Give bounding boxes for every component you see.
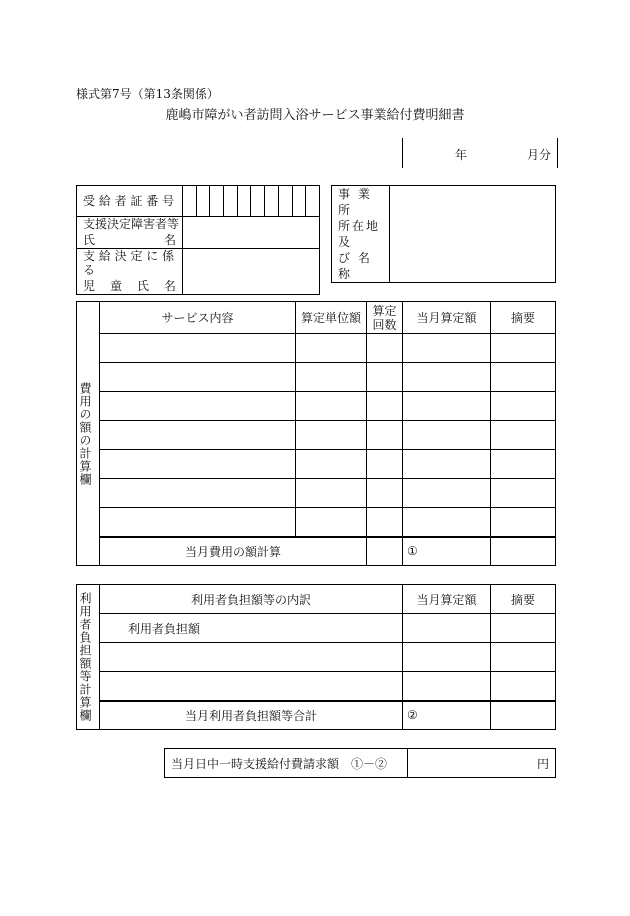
total-marker-1: ① <box>407 544 418 559</box>
month-label: 月分 <box>527 148 552 162</box>
cost-calculation-table <box>76 301 556 566</box>
count-cell[interactable] <box>367 450 403 479</box>
count-cell[interactable] <box>367 392 403 421</box>
document-title: 鹿嶋市障がい者訪問入浴サービス事業給付費明細書 <box>165 108 465 123</box>
cost-row <box>77 479 556 508</box>
user-monthly-cell[interactable] <box>403 643 491 672</box>
user-total-value[interactable] <box>403 701 491 730</box>
recipient-number-label: 受 給 者 証 番 号 <box>77 186 183 217</box>
recipient-number-digit[interactable] <box>306 186 320 217</box>
user-row <box>77 643 556 672</box>
recipient-number-digit[interactable] <box>224 186 238 217</box>
business-table <box>331 185 556 283</box>
cost-row <box>77 334 556 363</box>
count-cell[interactable] <box>367 508 403 537</box>
cost-row <box>77 363 556 392</box>
disabled-person-name-label: 支援決定障害者等 氏 名 <box>77 217 183 249</box>
unit-cell[interactable] <box>296 479 367 508</box>
user-total-notes[interactable] <box>491 701 556 730</box>
recipient-number-digit[interactable] <box>278 186 292 217</box>
header-user-monthly: 当月算定額 <box>403 585 491 614</box>
cost-row <box>77 421 556 450</box>
service-cell[interactable] <box>100 363 296 392</box>
business-label: 事 業 所 所在地及 び 名 称 <box>332 186 390 283</box>
user-total-label: 当月利用者負担額等合計 <box>100 701 403 730</box>
monthly-cell[interactable] <box>403 450 491 479</box>
cost-total-notes[interactable] <box>491 537 556 566</box>
breakdown-cell[interactable] <box>100 643 403 672</box>
yen-unit: 円 <box>536 756 549 771</box>
recipient-number-digit[interactable] <box>237 186 251 217</box>
user-burden-table <box>76 584 556 730</box>
cost-total-count <box>367 537 403 566</box>
monthly-cell[interactable] <box>403 508 491 537</box>
recipient-number-digit[interactable] <box>251 186 265 217</box>
service-cell[interactable] <box>100 508 296 537</box>
monthly-cell[interactable] <box>403 421 491 450</box>
user-row <box>77 614 556 643</box>
unit-cell[interactable] <box>296 334 367 363</box>
notes-cell[interactable] <box>491 334 556 363</box>
user-burden-label: 利用者負担額 <box>100 614 403 643</box>
count-cell[interactable] <box>367 421 403 450</box>
notes-cell[interactable] <box>491 363 556 392</box>
cost-total-label: 当月費用の額計算 <box>100 537 367 566</box>
year-label: 年 <box>455 148 468 162</box>
header-notes: 摘要 <box>491 302 556 334</box>
user-notes-cell[interactable] <box>491 614 556 643</box>
business-field[interactable] <box>390 186 556 283</box>
cost-row <box>77 392 556 421</box>
unit-cell[interactable] <box>296 363 367 392</box>
notes-cell[interactable] <box>491 479 556 508</box>
recipient-number-digit[interactable] <box>196 186 210 217</box>
recipient-number-digit[interactable] <box>265 186 279 217</box>
recipient-number-digit[interactable] <box>182 186 196 217</box>
monthly-cell[interactable] <box>403 479 491 508</box>
header-service: サービス内容 <box>100 302 296 334</box>
claim-table <box>164 748 556 778</box>
billing-period <box>402 138 558 168</box>
breakdown-cell[interactable] <box>100 672 403 701</box>
child-name-label: 支 給 決 定 に 係 る 児 童 氏 名 <box>77 249 183 295</box>
cost-row <box>77 508 556 537</box>
disabled-person-name-field[interactable] <box>182 217 319 249</box>
notes-cell[interactable] <box>491 421 556 450</box>
service-cell[interactable] <box>100 450 296 479</box>
cost-total-row <box>77 537 556 566</box>
total-marker-2: ② <box>407 708 418 723</box>
service-cell[interactable] <box>100 479 296 508</box>
recipient-number-digit[interactable] <box>292 186 306 217</box>
header-user-notes: 摘要 <box>491 585 556 614</box>
service-cell[interactable] <box>100 392 296 421</box>
cost-side-label: 費用の額の計算欄 <box>77 302 100 566</box>
unit-cell[interactable] <box>296 392 367 421</box>
user-row <box>77 672 556 701</box>
notes-cell[interactable] <box>491 450 556 479</box>
user-monthly-cell[interactable] <box>403 672 491 701</box>
cost-row <box>77 450 556 479</box>
notes-cell[interactable] <box>491 508 556 537</box>
unit-cell[interactable] <box>296 508 367 537</box>
service-cell[interactable] <box>100 334 296 363</box>
recipient-table <box>76 185 320 295</box>
count-cell[interactable] <box>367 334 403 363</box>
header-breakdown: 利用者負担額等の内訳 <box>100 585 403 614</box>
user-notes-cell[interactable] <box>491 672 556 701</box>
user-total-row <box>77 701 556 730</box>
count-cell[interactable] <box>367 479 403 508</box>
service-cell[interactable] <box>100 421 296 450</box>
cost-total-value[interactable] <box>403 537 491 566</box>
header-unit: 算定単位額 <box>296 302 367 334</box>
notes-cell[interactable] <box>491 392 556 421</box>
unit-cell[interactable] <box>296 450 367 479</box>
form-number: 様式第7号（第13条関係） <box>76 87 219 101</box>
monthly-cell[interactable] <box>403 392 491 421</box>
count-cell[interactable] <box>367 363 403 392</box>
header-count: 算定 回数 <box>367 302 403 334</box>
recipient-number-digit[interactable] <box>210 186 224 217</box>
claim-amount-field[interactable] <box>408 749 556 778</box>
monthly-cell[interactable] <box>403 334 491 363</box>
child-name-field[interactable] <box>182 249 319 295</box>
claim-label: 当月日中一時支援給付費請求額 ①－② <box>165 749 408 778</box>
user-notes-cell[interactable] <box>491 643 556 672</box>
header-monthly: 当月算定額 <box>403 302 491 334</box>
monthly-cell[interactable] <box>403 363 491 392</box>
unit-cell[interactable] <box>296 421 367 450</box>
user-monthly-cell[interactable] <box>403 614 491 643</box>
user-side-label: 利用者負担額等計算欄 <box>77 585 100 730</box>
